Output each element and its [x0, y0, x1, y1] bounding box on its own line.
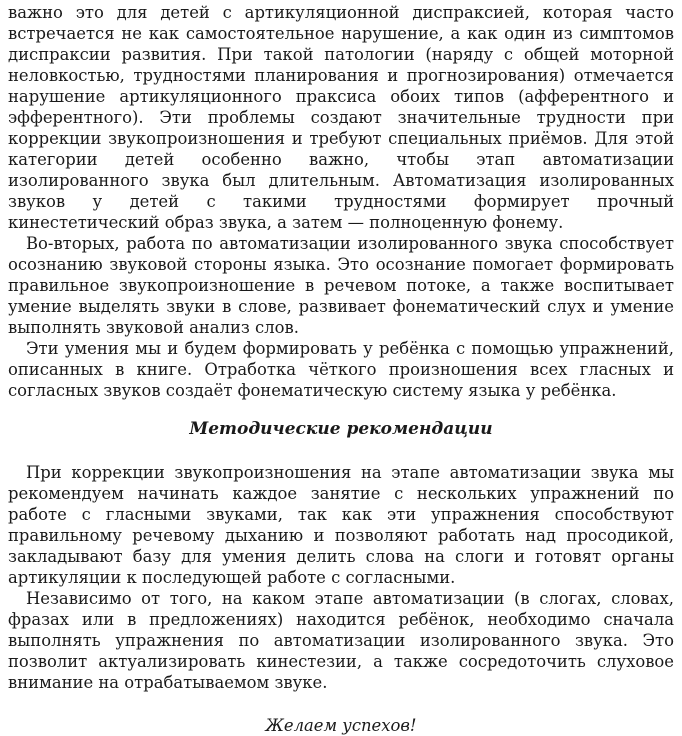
section-heading: Методические рекомендации — [189, 419, 493, 439]
paragraph-1: важно это для детей с артикуляционной диспраксией, которая часто встречается не как самостоятельное нарушение, а как один из симптомов диспраксии развития. При такой патологии (наряду с общей моторной неловкостью, трудностями планирования и прогнозирования) отмечается нарушение артикуляционного праксиса обоих типов (афферентного и эфферентного). Эти проблемы создают значительные трудности при коррекции звукопроизношения и требуют специальных приёмов. Для этой категории детей особенно важно, чтобы этап автоматизации изолированного звука был длительным. Автоматизация изолированных звуков у детей с такими трудностями формирует прочный кинестетический образ звука, а затем — полноценную фонему. — [8, 3, 674, 232]
closing-wish: Желаем успехов! — [265, 716, 417, 735]
paragraph-2: Во-вторых, работа по автоматизации изолированного звука способствует осознанию звуковой стороны языка. Это осознание помогает формировать правильное звукопроизношение в речевом потоке, а также воспитывает умение выделять звуки в слове, развивает фонематический слух и умение выполнять звуковой анализ слов. — [8, 234, 674, 337]
paragraph-5: Независимо от того, на каком этапе автоматизации (в слогах, словах, фразах или в предложениях) находится ребёнок, необходимо сначала выполнять упражнения по автоматизации изолированного звука. Это позволит актуализировать кинестезии, а также сосредоточить слуховое внимание на отрабатываемом звуке. — [8, 589, 674, 692]
paragraph-3: Эти умения мы и будем формировать у ребёнка с помощью упражнений, описанных в книге. Отработка чёткого произношения всех гласных и согласных звуков создаёт фонематическую систему языка у ребёнка. — [8, 339, 674, 400]
paragraph-4: При коррекции звукопроизношения на этапе автоматизации звука мы рекомендуем начинать каждое занятие с нескольких упражнений по работе с гласными звуками, так как эти упражнения способствуют правильному речевому дыханию и позволяют работать над просодикой, закладывают базу для умения делить слова на слоги и готовят органы артикуляции к последующей работе с согласными. — [8, 463, 674, 587]
